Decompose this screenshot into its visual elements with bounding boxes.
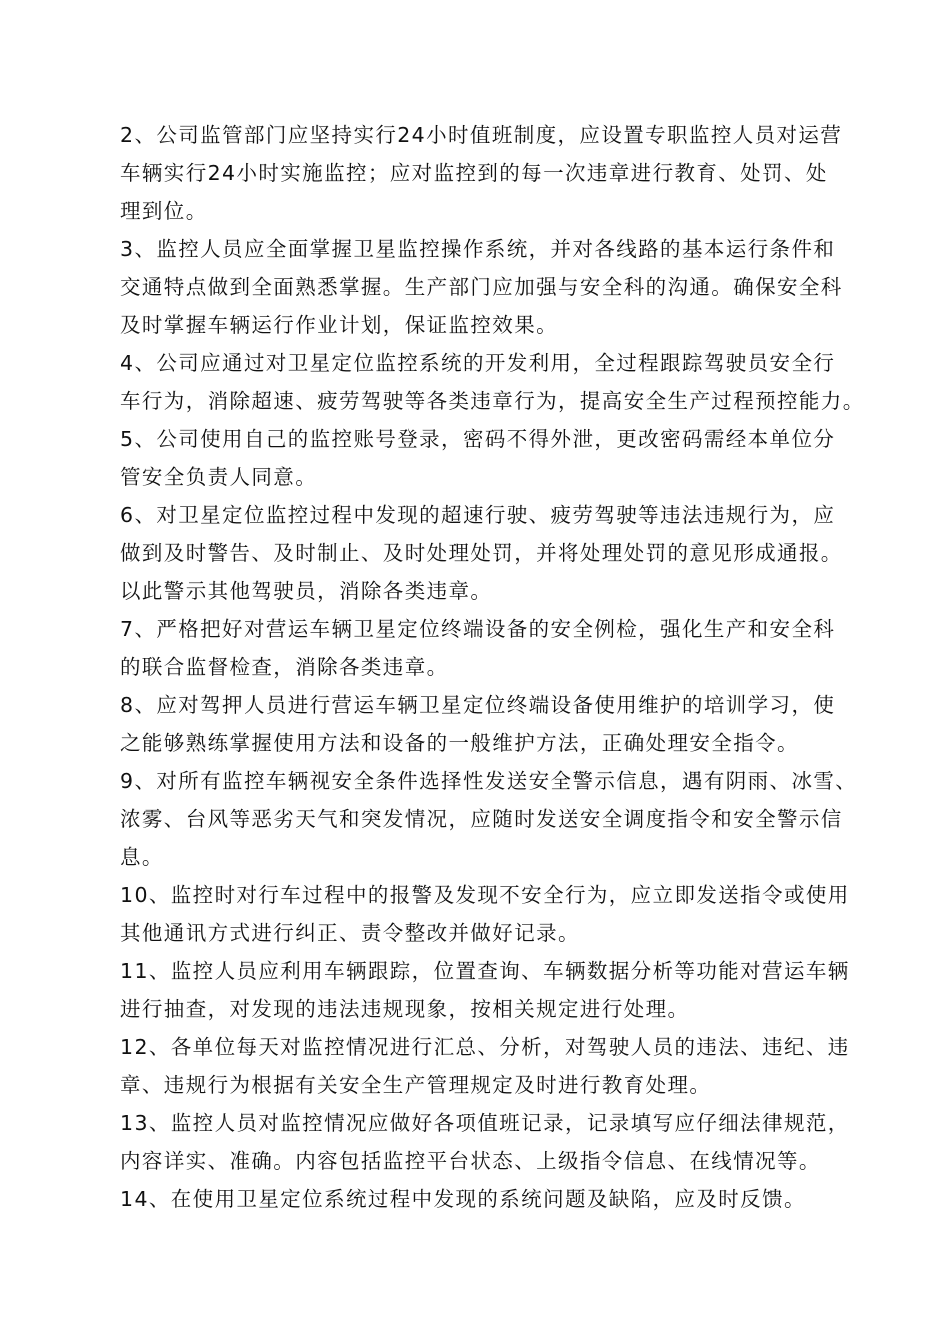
text-line: 章、违规行为根据有关安全生产管理规定及时进行教育处理。	[120, 1073, 712, 1097]
text-line: 浓雾、台风等恶劣天气和突发情况，应随时发送安全调度指令和安全警示信	[120, 807, 843, 831]
text-line: 的联合监督检查，消除各类违章。	[120, 655, 449, 679]
text-line: 管安全负责人同意。	[120, 465, 318, 489]
text-line: 3、监控人员应全面掌握卫星监控操作系统，并对各线路的基本运行条件和	[120, 237, 836, 261]
text-line: 12、各单位每天对监控情况进行汇总、分析，对驾驶人员的违法、违纪、违	[120, 1035, 850, 1059]
text-line: 理到位。	[120, 199, 208, 223]
text-line: 14、在使用卫星定位系统过程中发现的系统问题及缺陷，应及时反馈。	[120, 1187, 806, 1211]
text-line: 车辆实行24小时实施监控；应对监控到的每一次违章进行教育、处罚、处	[120, 161, 828, 185]
text-line: 2、公司监管部门应坚持实行24小时值班制度，应设置专职监控人员对运营	[120, 123, 843, 147]
text-line: 做到及时警告、及时制止、及时处理处罚，并将处理处罚的意见形成通报。	[120, 541, 843, 565]
text-line: 8、应对驾押人员进行营运车辆卫星定位终端设备使用维护的培训学习，使	[120, 693, 836, 717]
text-line: 其他通讯方式进行纠正、责令整改并做好记录。	[120, 921, 580, 945]
text-line: 11、监控人员应利用车辆跟踪，位置查询、车辆数据分析等功能对营运车辆	[120, 959, 850, 983]
text-line: 息。	[120, 845, 164, 869]
text-line: 车行为，消除超速、疲劳驾驶等各类违章行为，提高安全生产过程预控能力。	[120, 389, 865, 413]
text-line: 6、对卫星定位监控过程中发现的超速行驶、疲劳驾驶等违法违规行为，应	[120, 503, 836, 527]
text-line: 13、监控人员对监控情况应做好各项值班记录，记录填写应仔细法律规范，	[120, 1111, 850, 1135]
text-line: 及时掌握车辆运行作业计划，保证监控效果。	[120, 313, 558, 337]
text-line: 交通特点做到全面熟悉掌握。生产部门应加强与安全科的沟通。确保安全科	[120, 275, 843, 299]
text-line: 之能够熟练掌握使用方法和设备的一般维护方法，正确处理安全指令。	[120, 731, 799, 755]
text-line: 9、对所有监控车辆视安全条件选择性发送安全警示信息，遇有阴雨、冰雪、	[120, 769, 858, 793]
text-line: 10、监控时对行车过程中的报警及发现不安全行为，应立即发送指令或使用	[120, 883, 850, 907]
text-line: 7、严格把好对营运车辆卫星定位终端设备的安全例检，强化生产和安全科	[120, 617, 836, 641]
text-line: 内容详实、准确。内容包括监控平台状态、上级指令信息、在线情况等。	[120, 1149, 821, 1173]
text-line: 5、公司使用自己的监控账号登录，密码不得外泄，更改密码需经本单位分	[120, 427, 836, 451]
text-line: 进行抽查，对发现的违法违规现象，按相关规定进行处理。	[120, 997, 690, 1021]
text-line: 4、公司应通过对卫星定位监控系统的开发利用，全过程跟踪驾驶员安全行	[120, 351, 836, 375]
text-line: 以此警示其他驾驶员，消除各类违章。	[120, 579, 493, 603]
